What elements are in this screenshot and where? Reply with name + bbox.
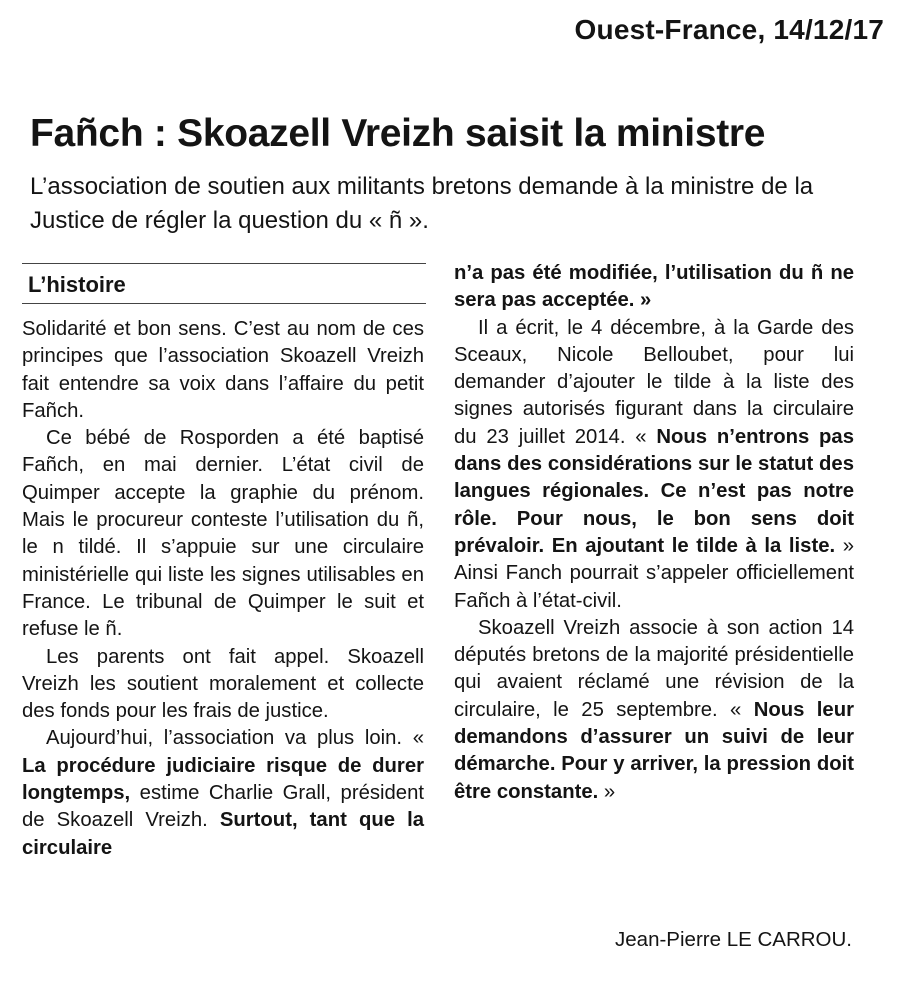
author-signature: Jean-Pierre LE CARROU. — [615, 928, 852, 951]
article-column-right — [454, 260, 854, 806]
source-line: Ouest-France, 14/12/17 — [574, 14, 884, 45]
text-run: Skoazell Vreizh associe à son action 14 députés bretons de la majorité présidentielle qui avaient réclamé une révision de la circulaire, le 25 septembre. « — [454, 616, 854, 721]
text-run: Aujourd’hui, l’association va plus loin. « — [46, 727, 424, 750]
quote-bold: La procédure judiciaire risque de durer longtemps, — [22, 754, 424, 805]
article-column-left — [22, 316, 424, 862]
headline: Fañch : Skoazell Vreizh saisit la ministre — [30, 112, 766, 155]
paragraph — [454, 260, 854, 315]
paragraph — [454, 615, 854, 806]
paragraph — [454, 315, 854, 615]
text-run: estime Charlie Grall, président de Skoazell Vreizh. — [22, 782, 424, 832]
paragraph: Les parents ont fait appel. Skoazell Vreizh les soutient moralement et collecte des fonds pour les frais de justice. — [22, 645, 424, 723]
section-rule-bottom — [22, 303, 426, 304]
text-run: » Ainsi Fanch pourrait s’appeler officiellement Fañch à l’état-civil. — [454, 534, 854, 612]
paragraph: Ce bébé de Rosporden a été baptisé Fañch, en mai dernier. L’état civil de Quimper accepte la graphie du prénom. Mais le procureur conteste l’utilisation du ñ, le n tildé. Il s’appuie sur une circulaire ministérielle qui liste les signes utilisables en France. Le tribunal de Quimper le suit et refuse le ñ. — [22, 427, 424, 641]
text-run: » — [598, 780, 616, 803]
paragraph: Solidarité et bon sens. C’est au nom de ces principes que l’association Skoazell Vreizh fait entendre sa voix dans l’affaire du petit Fañch. — [22, 318, 424, 422]
paragraph — [22, 725, 424, 861]
quote-bold: Nous leur demandons d’assurer un suivi de leur démarche. Pour y arriver, la pression doit être constante. — [454, 698, 854, 803]
section-label: L’histoire — [28, 272, 126, 297]
quote-bold: n’a pas été modifiée, l’utilisation du ñ ne sera pas acceptée. » — [454, 262, 854, 312]
quote-bold: Surtout, tant que la circulaire — [22, 809, 424, 859]
section-rule-top — [22, 263, 426, 264]
quote-bold: Nous n’entrons pas dans des considérations sur le statut des langues régionales. Ce n’est pas notre rôle. Pour nous, le bon sens doit prévaloir. En ajoutant le tilde à la liste. — [454, 425, 854, 557]
text-run: Il a écrit, le 4 décembre, à la Garde des Sceaux, Nicole Belloubet, pour lui demander d’ajouter le tilde à la liste des signes autorisés figurant dans la circulaire du 23 juillet 2014. « — [454, 316, 854, 448]
standfirst: L’association de soutien aux militants bretons demande à la ministre de la Justice de régler la question du « ñ ». — [30, 173, 814, 234]
